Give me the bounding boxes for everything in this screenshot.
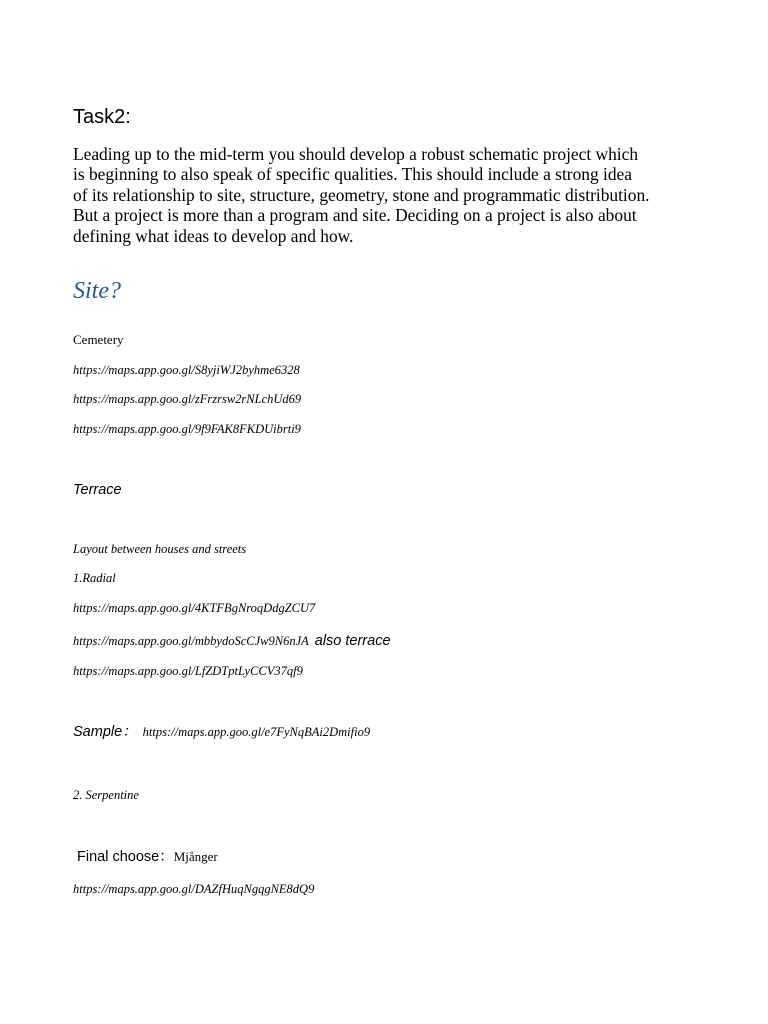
paragraph-line: of its relationship to site, structure, geometry, stone and programmatic distribution.	[73, 184, 650, 205]
final-row	[77, 848, 218, 866]
final-value: Mjånger	[173, 849, 218, 864]
radial-label: 1.Radial	[73, 571, 116, 585]
final-link[interactable]: https://maps.app.goo.gl/DAZfHuqNgqgNE8dQ9	[73, 882, 315, 896]
terrace-label: Terrace	[73, 482, 122, 498]
task-heading: Task2:	[73, 106, 131, 128]
site-heading: Site?	[73, 278, 121, 304]
serpentine-label: 2. Serpentine	[73, 788, 139, 802]
also-terrace-note: also terrace	[314, 633, 391, 649]
cemetery-link-3[interactable]: https://maps.app.goo.gl/9f9FAK8FKDUibrti9	[73, 422, 301, 436]
task-paragraph	[73, 144, 703, 246]
layout-label: Layout between houses and streets	[73, 542, 247, 556]
paragraph-line: But a project is more than a program and site. Deciding on a project is also about	[73, 205, 637, 226]
cemetery-link-2[interactable]: https://maps.app.goo.gl/zFrzrsw2rNLchUd69	[73, 392, 302, 406]
final-label: Final choose：	[77, 849, 174, 865]
paragraph-line: is beginning to also speak of specific qualities. This should include a strong idea	[73, 164, 632, 185]
terrace-link-3[interactable]: https://maps.app.goo.gl/LfZDTptLyCCV37qf9	[73, 664, 303, 678]
paragraph-line: defining what ideas to develop and how.	[73, 225, 354, 246]
terrace-link-2-row	[73, 632, 391, 650]
cemetery-link-1[interactable]: https://maps.app.goo.gl/S8yjiWJ2byhme6328	[73, 363, 300, 377]
terrace-link-2[interactable]: https://maps.app.goo.gl/mbbydoScCJw9N6nJA	[73, 634, 309, 648]
sample-row	[73, 723, 370, 741]
cemetery-label: Cemetery	[73, 332, 124, 347]
terrace-link-1[interactable]: https://maps.app.goo.gl/4KTFBgNroqDdgZCU7	[73, 601, 316, 615]
paragraph-line: Leading up to the mid-term you should develop a robust schematic project which	[73, 144, 639, 164]
sample-link[interactable]: https://maps.app.goo.gl/e7FyNqBAi2Dmifio9	[142, 725, 371, 739]
sample-label: Sample：	[73, 724, 137, 740]
